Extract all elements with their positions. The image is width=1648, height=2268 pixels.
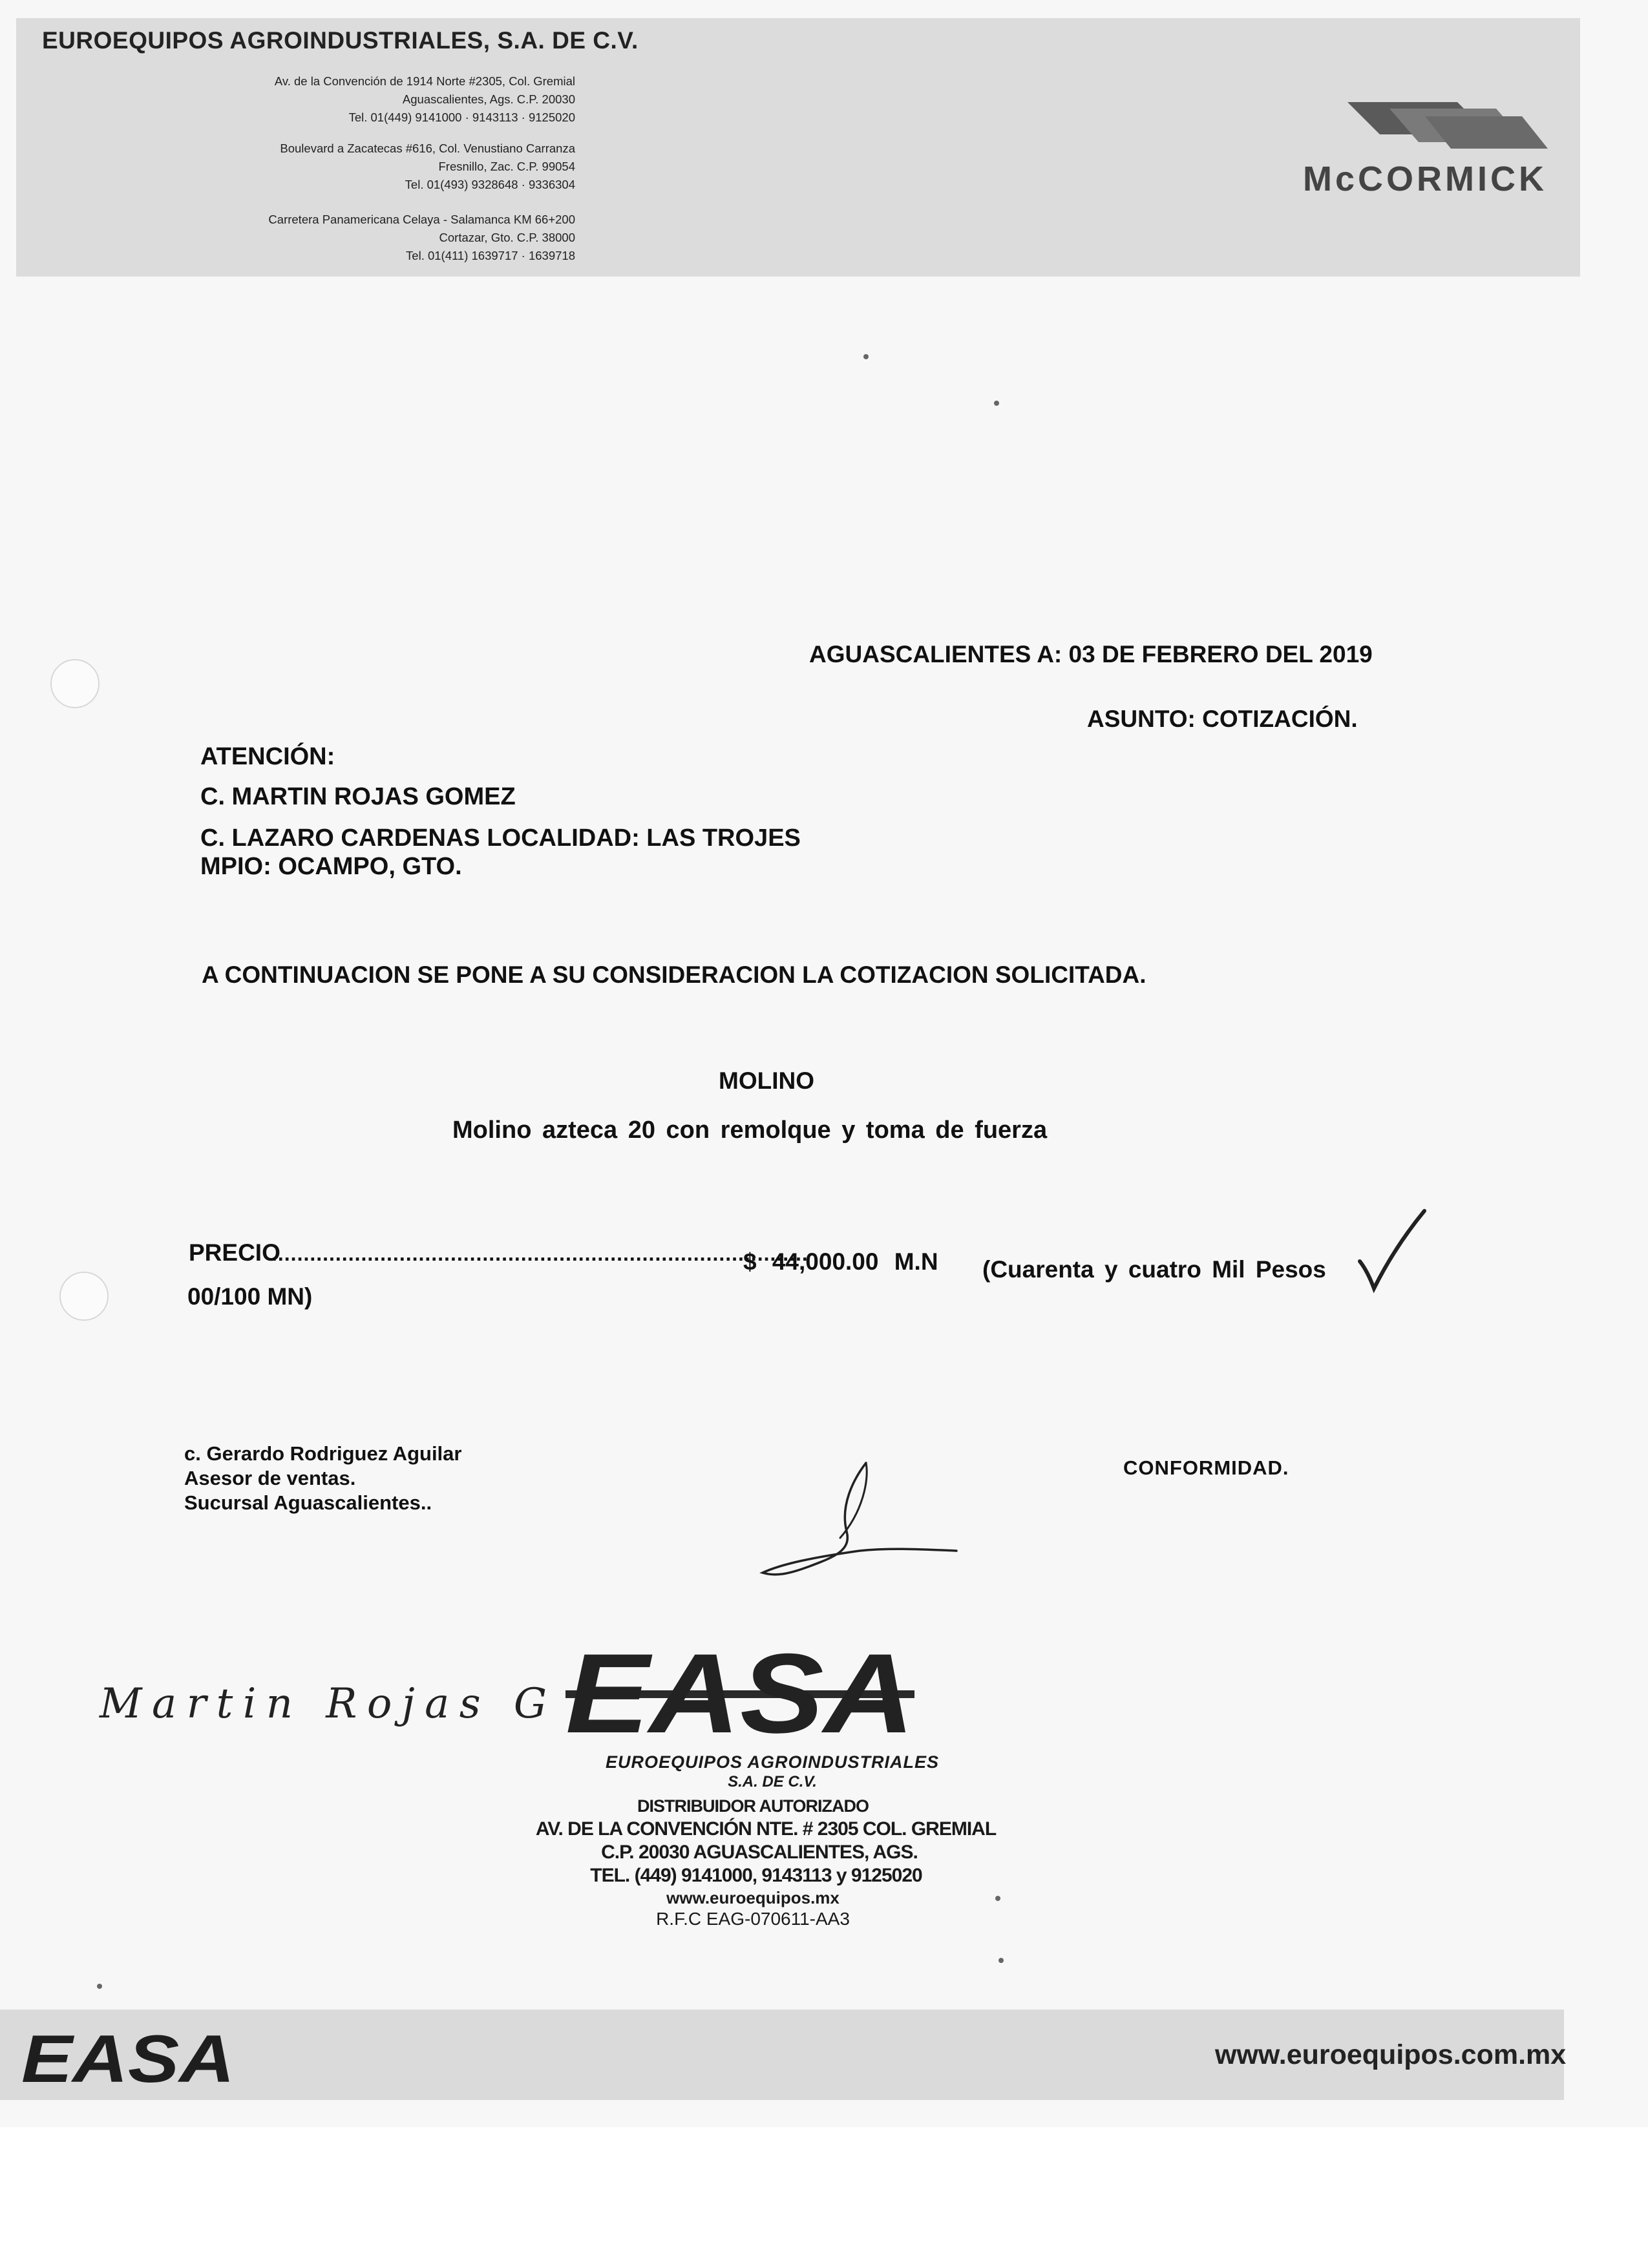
stamp-company-type: S.A. DE C.V.	[728, 1773, 817, 1790]
price-leader-dots: ....................................................................................	[271, 1242, 808, 1265]
address-line: Carretera Panamericana Celaya - Salamanca KM 66+200	[268, 213, 575, 226]
stamp-website: www.euroequipos.mx	[666, 1888, 840, 1907]
easa-footer-logo-icon	[18, 2022, 238, 2097]
stamp-address: AV. DE LA CONVENCIÓN NTE. # 2305 COL. GREMIAL	[535, 1818, 997, 1840]
address-phone: Tel. 01(493) 9328648 · 9336304	[405, 178, 575, 191]
seller-role: Asesor de ventas.	[184, 1467, 356, 1489]
branch-address-fresnillo	[280, 140, 575, 194]
address-phone: Tel. 01(411) 1639717 · 1639718	[406, 249, 575, 262]
binder-hole	[59, 1272, 109, 1321]
branch-address-cortazar	[268, 211, 575, 265]
stamp-city: C.P. 20030 AGUASCALIENTES, AGS.	[601, 1842, 918, 1863]
stamp-company: EUROEQUIPOS AGROINDUSTRIALES	[605, 1752, 940, 1772]
address-line: Fresnillo, Zac. C.P. 99054	[438, 160, 575, 173]
price-in-words: (Cuarenta y cuatro Mil Pesos	[982, 1256, 1326, 1283]
recipient-municipality: MPIO: OCAMPO, GTO.	[200, 853, 462, 880]
footer-website-link[interactable]: www.euroequipos.com.mx	[1215, 2039, 1567, 2070]
company-name: EUROEQUIPOS AGROINDUSTRIALES, S.A. DE C.V.	[42, 27, 639, 54]
address-line: Boulevard a Zacatecas #616, Col. Venustiano Carranza	[280, 142, 575, 155]
handwritten-name	[97, 1667, 562, 1738]
product-description: Molino azteca 20 con remolque y toma de fuerza	[452, 1117, 1048, 1144]
attention-title: ATENCIÓN:	[200, 743, 335, 770]
address-line: Cortazar, Gto. C.P. 38000	[439, 231, 575, 244]
seller-name: c. Gerardo Rodriguez Aguilar	[184, 1442, 462, 1465]
address-line: Av. de la Convención de 1914 Norte #2305, Col. Gremial	[274, 74, 575, 88]
paper-speck	[863, 354, 869, 359]
address-phone: Tel. 01(449) 9141000 · 9143113 · 9125020	[348, 110, 575, 124]
binder-hole	[50, 659, 100, 708]
branch-address-aguascalientes	[275, 72, 575, 127]
product-heading: MOLINO	[719, 1067, 814, 1094]
paper-speck	[994, 401, 999, 406]
handwritten-name-text: Martin Rojas G	[100, 1680, 552, 1728]
check-mark-icon	[1351, 1208, 1428, 1292]
stamp-distributor: DISTRIBUIDOR AUTORIZADO	[637, 1796, 869, 1816]
page-bottom-margin	[0, 2127, 1648, 2268]
price-amount: $ 44,000.00 M.N	[743, 1248, 938, 1275]
paper-speck	[998, 1958, 1004, 1963]
paper-speck	[97, 1984, 102, 1989]
paper-speck	[995, 1896, 1000, 1901]
signature-icon	[737, 1454, 963, 1583]
seller-branch: Sucursal Aguascalientes..	[184, 1491, 432, 1514]
address-line: Aguascalientes, Ags. C.P. 20030	[402, 92, 575, 106]
price-label: PRECIO	[189, 1239, 280, 1266]
recipient-street: C. LAZARO CARDENAS LOCALIDAD: LAS TROJES	[200, 824, 801, 852]
easa-stamp-logo-text: EASA	[565, 1631, 914, 1757]
date-line: AGUASCALIENTES A: 03 DE FEBRERO DEL 2019	[809, 641, 1373, 667]
price-in-words-continued: 00/100 MN)	[187, 1283, 313, 1310]
intro-line: A CONTINUACION SE PONE A SU CONSIDERACION LA COTIZACION SOLICITADA.	[202, 961, 1146, 988]
recipient-name: C. MARTIN ROJAS GOMEZ	[200, 783, 516, 810]
conformity-label: CONFORMIDAD.	[1123, 1456, 1289, 1479]
mccormick-logo-text: McCORMICK	[1303, 160, 1547, 198]
stamp-phones: TEL. (449) 9141000, 9143113 y 9125020	[590, 1865, 922, 1886]
subject-line: ASUNTO: COTIZACIÓN.	[1087, 706, 1358, 732]
easa-footer-logo-text: EASA	[21, 2022, 235, 2097]
stamp-rfc: R.F.C EAG-070611-AA3	[656, 1909, 850, 1929]
easa-stamp-logo-icon	[559, 1631, 921, 1757]
